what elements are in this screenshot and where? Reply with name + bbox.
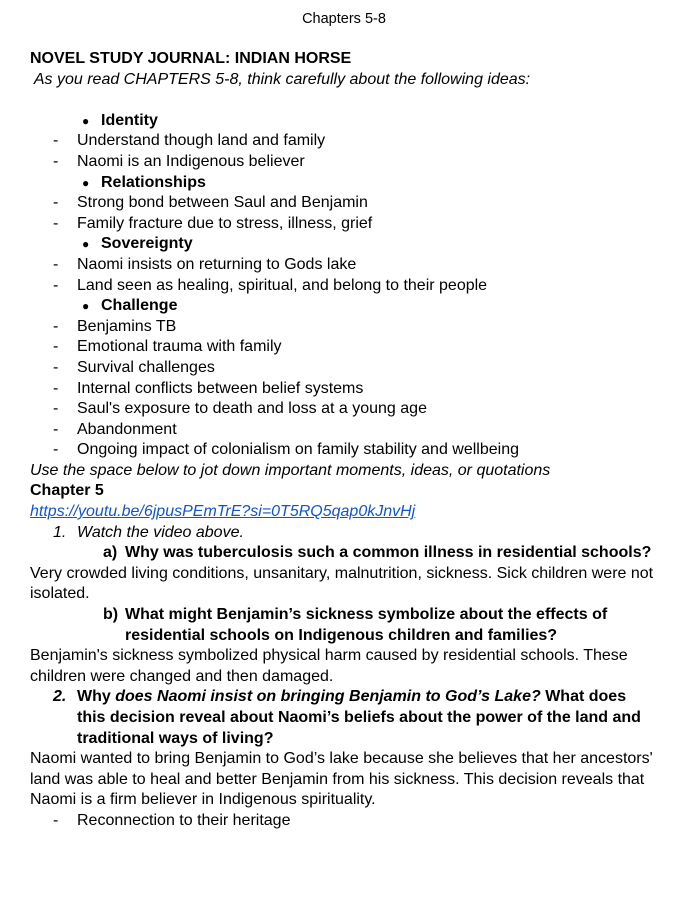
theme-point: - Naomi insists on returning to Gods lake [30, 255, 670, 276]
theme-point: - Naomi is an Indigenous believer [30, 152, 670, 173]
theme-point: - Abandonment [30, 420, 670, 441]
theme-point: - Ongoing impact of colonialism on family stability and wellbeing [30, 440, 670, 461]
intro-text: As you read CHAPTERS 5-8, think carefully about the following ideas: [30, 70, 531, 88]
theme-point: - Internal conflicts between belief systems [30, 379, 670, 400]
page-header: Chapters 5-8 [302, 11, 386, 27]
answer-2: Naomi wanted to bring Benjamin to God’s lake because she believes that her ancestors' land was able to heal and better Benjamin from his sickness. This decision reveals that Naomi is a firm believer in Indigenous spirituality. [30, 750, 653, 809]
document-title: NOVEL STUDY JOURNAL: INDIAN HORSE [30, 50, 352, 67]
theme-point: - Benjamins TB [30, 317, 670, 338]
question-1a [30, 543, 670, 564]
question-text: What might Benjamin’s sickness symbolize about the effects of residential schools on Indigenous children and families? [125, 606, 608, 644]
blank-line [30, 90, 670, 111]
answer-1a: Very crowded living conditions, unsanitary, malnutrition, sickness. Sick children were not isolated. [30, 564, 654, 603]
theme-heading: ● Sovereignty [30, 234, 670, 255]
sub-label: a) [103, 544, 118, 562]
question-text-italic: does Naomi insist on bringing Benjamin to God’s Lake? [115, 688, 541, 706]
document-body [30, 49, 670, 832]
question-number: 2. [53, 688, 67, 706]
question-1 [30, 523, 670, 544]
chapter-heading: Chapter 5 [30, 482, 104, 500]
theme-heading: ● Challenge [30, 296, 670, 317]
theme-point: - Family fracture due to stress, illness, grief [30, 214, 670, 235]
themes-list [30, 111, 670, 461]
theme-point: - Strong bond between Saul and Benjamin [30, 193, 670, 214]
answer-2-point: - Reconnection to their heritage [30, 811, 670, 832]
question-text-rest: What does this decision reveal about Naomi’s beliefs about the power of the land and traditional ways of living? [77, 688, 641, 747]
theme-point: - Saul's exposure to death and loss at a young age [30, 399, 670, 420]
question-1b [30, 605, 670, 646]
theme-point: - Emotional trauma with family [30, 337, 670, 358]
theme-point: - Understand though land and family [30, 131, 670, 152]
theme-point: - Survival challenges [30, 358, 670, 379]
theme-heading: ● Relationships [30, 173, 670, 194]
video-link[interactable]: https://youtu.be/6jpusPEmTrE?si=0T5RQ5qap0kJnvHj [30, 503, 416, 521]
answer-1b: Benjamin's sickness symbolized physical harm caused by residential schools. These children were changed and then damaged. [30, 647, 628, 685]
question-text-start: Why [77, 688, 116, 706]
question-text: Watch the video above. [77, 523, 244, 541]
theme-heading: ● Identity [30, 111, 670, 132]
sub-label: b) [103, 606, 119, 624]
theme-point: - Land seen as healing, spiritual, and belong to their people [30, 276, 670, 297]
question-text: Why was tuberculosis such a common illness in residential schools? [125, 544, 652, 562]
question-2 [30, 687, 670, 749]
instruction-text: Use the space below to jot down important moments, ideas, or quotations [30, 461, 551, 479]
question-number: 1. [53, 523, 67, 541]
